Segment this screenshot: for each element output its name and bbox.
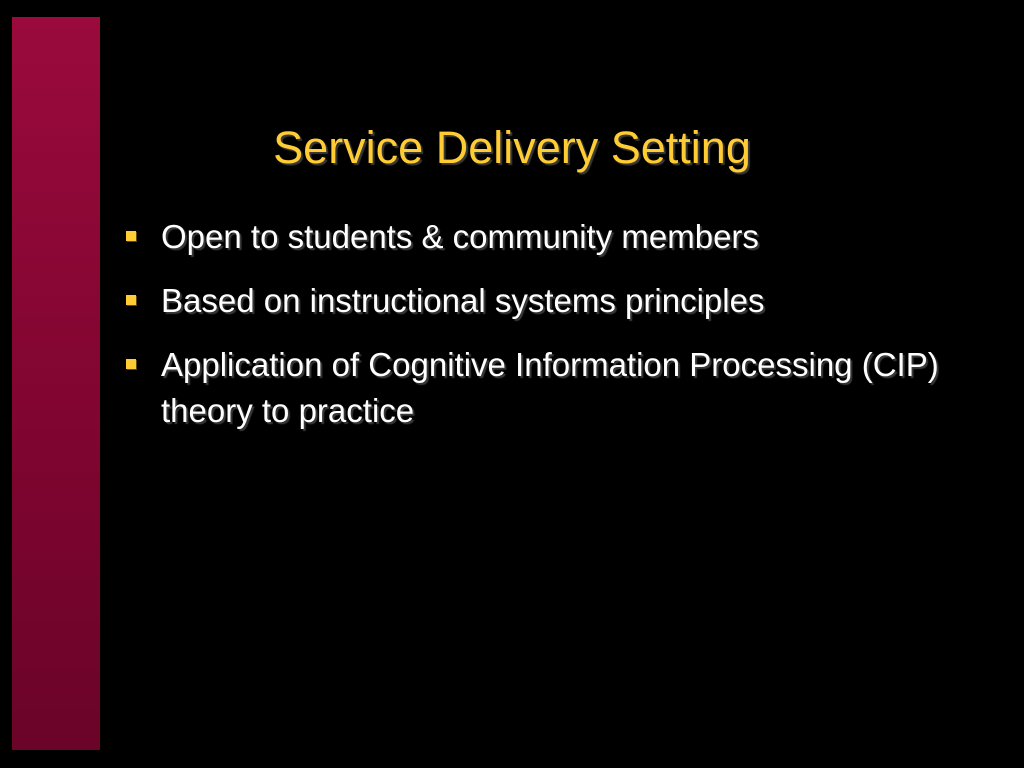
- bullet-list: [124, 214, 984, 452]
- bullet-item: [124, 214, 984, 260]
- bullet-item: [124, 342, 984, 434]
- square-bullet-icon: [126, 231, 136, 241]
- bullet-text: Application of Cognitive Information Processing (CIP) theory to practice: [161, 346, 939, 429]
- bullet-item: [124, 278, 984, 324]
- square-bullet-icon: [126, 359, 136, 369]
- bullet-text: Based on instructional systems principles: [161, 282, 765, 319]
- bullet-text: Open to students & community members: [161, 218, 759, 255]
- side-accent-bar: [12, 17, 100, 750]
- slide-title: Service Delivery Setting: [273, 122, 751, 173]
- square-bullet-icon: [126, 295, 136, 305]
